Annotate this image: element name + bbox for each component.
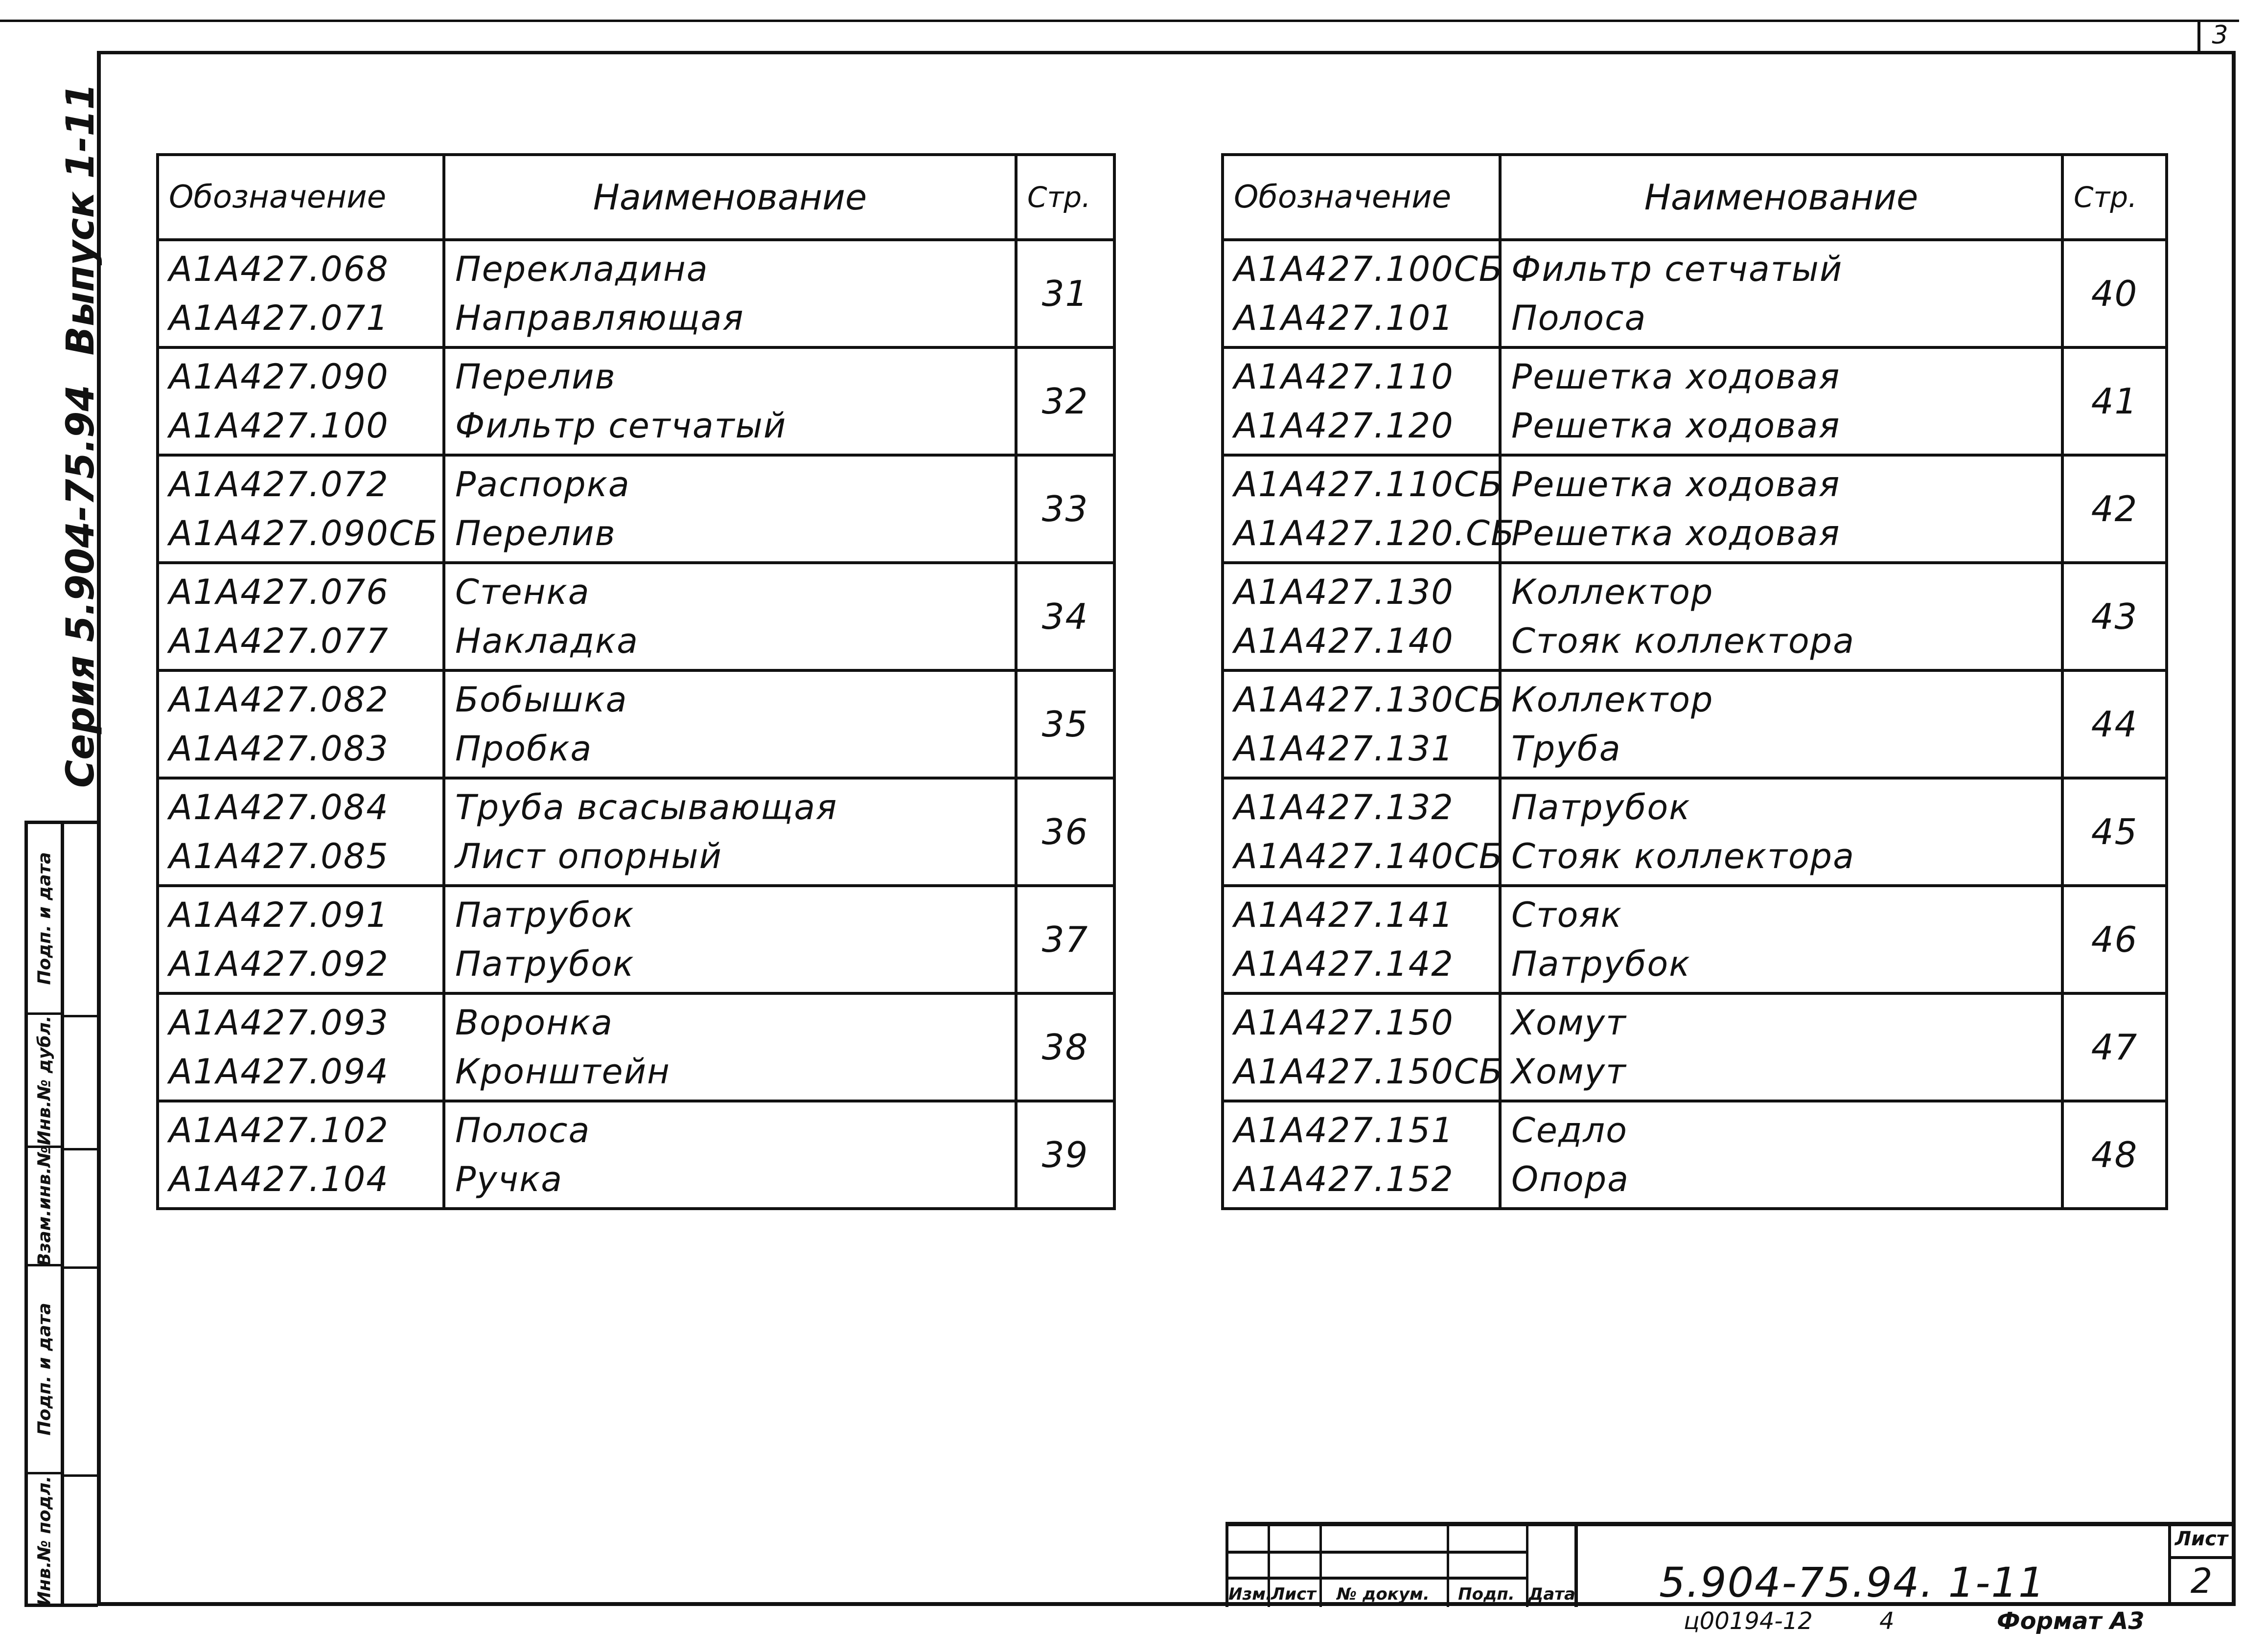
page-number: 47: [2062, 993, 2167, 1101]
designation: А1А427.083: [169, 729, 389, 769]
page-number: 41: [2062, 347, 2167, 455]
page-number: 45: [2062, 778, 2167, 886]
col-label: Дата: [1528, 1584, 1575, 1604]
name-cell: [1500, 778, 2062, 886]
item-name: Стояк коллектора: [1511, 621, 1855, 661]
item-name: Труба: [1511, 729, 1621, 769]
table-row: [1223, 886, 2167, 993]
copy-number: 4: [1879, 1607, 1895, 1635]
designation: А1А427.092: [169, 944, 389, 984]
item-name: Седло: [1511, 1110, 1628, 1150]
page-number: 36: [1016, 778, 1114, 886]
stamp-label: Взам.инв.№: [34, 1146, 54, 1266]
page-number: 39: [1016, 1101, 1114, 1209]
table-row: [158, 455, 1114, 563]
stamp-label: Инв.№ дубл.: [34, 1015, 54, 1146]
sheet-number: 2: [2190, 1561, 2213, 1601]
name-cell: [1500, 993, 2062, 1101]
name-cell: [1500, 240, 2062, 347]
item-name: Стояк: [1511, 895, 1622, 935]
stamp-cell: [28, 1474, 64, 1607]
header-name: Наименование: [444, 155, 1016, 240]
designation: А1А427.071: [169, 298, 389, 338]
page-number: 42: [2062, 455, 2167, 563]
page-number: 43: [2062, 563, 2167, 670]
designation: А1А427.068: [169, 249, 389, 289]
designation: А1А427.104: [169, 1159, 389, 1199]
revision-labels: [1228, 1580, 1574, 1607]
table-row: [158, 563, 1114, 670]
item-name: Коллектор: [1511, 680, 1714, 720]
item-name: Решетка ходовая: [1511, 406, 1841, 446]
code-cell: [1223, 240, 1503, 347]
item-name: Труба всасывающая: [455, 787, 838, 827]
designation: А1А427.130СБ: [1234, 680, 1503, 720]
stamp-cell: [28, 824, 64, 1015]
designation: А1А427.151: [1234, 1110, 1454, 1150]
page-number: 35: [1016, 670, 1114, 778]
table-row: [158, 1101, 1114, 1209]
designation: А1А427.084: [169, 787, 389, 827]
table-row: [1223, 455, 2167, 563]
item-name: Полоса: [455, 1110, 591, 1150]
table-row: [158, 778, 1114, 886]
table-row: [158, 886, 1114, 993]
designation: А1А427.131: [1234, 729, 1454, 769]
name-cell: [444, 1101, 1016, 1209]
format-label: Формат А3: [1997, 1607, 2145, 1635]
designation: А1А427.152: [1234, 1159, 1454, 1199]
code-cell: [158, 455, 444, 563]
page-number: 40: [2062, 240, 2167, 347]
code-cell: [1223, 455, 1515, 563]
designation: А1А427.150: [1234, 1003, 1454, 1043]
stamp-cell: [28, 1015, 64, 1148]
designation: А1А427.094: [169, 1052, 389, 1092]
stamp-value: [64, 824, 98, 1017]
stamp-cell: [28, 1148, 64, 1266]
name-cell: [444, 563, 1016, 670]
table-row: [1223, 670, 2167, 778]
side-title: [54, 83, 108, 788]
designation: А1А427.090: [169, 357, 389, 397]
designation: А1А427.132: [1234, 787, 1454, 827]
inventory-number: ц00194-12: [1684, 1607, 1813, 1635]
designation: А1А427.101: [1234, 298, 1454, 338]
designation: А1А427.085: [169, 836, 389, 876]
table-row: [1223, 347, 2167, 455]
grid-line: [1228, 1551, 1527, 1554]
code-cell: [1223, 1101, 1500, 1209]
stamp-value: [64, 1148, 98, 1269]
item-name: Патрубок: [455, 944, 635, 984]
table-row: [1223, 778, 2167, 886]
name-cell: [1500, 1101, 2062, 1209]
designation: А1А427.120: [1234, 406, 1454, 446]
designation: А1А427.091: [169, 895, 389, 935]
stamp-label: Подп. и дата: [34, 851, 54, 985]
designation: А1А427.077: [169, 621, 389, 661]
item-name: Стенка: [455, 572, 590, 612]
header-page: Стр.: [2062, 155, 2167, 240]
code-cell: [158, 670, 444, 778]
table-row: [1223, 240, 2167, 347]
right-spec-table: [1221, 153, 2168, 1210]
name-cell: [1500, 563, 2062, 670]
col-label: № докум.: [1337, 1584, 1430, 1604]
item-name: Пробка: [455, 729, 593, 769]
stamp-value: [64, 1266, 98, 1477]
designation: А1А427.150СБ: [1234, 1052, 1503, 1092]
page-number: 33: [1016, 455, 1114, 563]
page-number: 37: [1016, 886, 1114, 993]
item-name: Хомут: [1511, 1052, 1627, 1092]
item-name: Решетка ходовая: [1511, 357, 1841, 397]
col-label: Подп.: [1458, 1584, 1515, 1604]
item-name: Коллектор: [1511, 572, 1714, 612]
stamp-label: Подп. и дата: [34, 1303, 54, 1436]
sheet-cell: [2168, 1522, 2232, 1603]
designation: А1А427.100: [169, 406, 389, 446]
designation: А1А427.140: [1234, 621, 1454, 661]
item-name: Патрубок: [1511, 944, 1691, 984]
name-cell: [444, 347, 1016, 455]
table-header: [1223, 155, 2167, 240]
item-name: Фильтр сетчатый: [1511, 249, 1843, 289]
designation: А1А427.141: [1234, 895, 1454, 935]
page-number: 32: [1016, 347, 1114, 455]
designation: А1А427.110: [1234, 357, 1454, 397]
page-number: 48: [2062, 1101, 2167, 1209]
code-cell: [158, 563, 444, 670]
col-label: Лист: [1271, 1584, 1316, 1604]
side-stamp: [24, 821, 98, 1607]
issue-label: Выпуск 1-11: [59, 83, 103, 356]
table-row: [1223, 563, 2167, 670]
sheet-label: Лист: [2171, 1522, 2232, 1559]
designation: А1А427.130: [1234, 572, 1454, 612]
name-cell: [444, 886, 1016, 993]
item-name: Решетка ходовая: [1511, 513, 1841, 553]
designation: А1А427.093: [169, 1003, 389, 1043]
page-number: 46: [2062, 886, 2167, 993]
designation: А1А427.072: [169, 464, 389, 505]
name-cell: [444, 670, 1016, 778]
name-cell: [444, 778, 1016, 886]
stamp-cell: [28, 1266, 64, 1474]
page-number: 31: [1016, 240, 1114, 347]
designation: А1А427.090СБ: [169, 513, 439, 553]
header-code: Обозначение: [158, 155, 444, 240]
item-name: Опора: [1511, 1159, 1630, 1199]
page-number: 44: [2062, 670, 2167, 778]
name-cell: [1500, 670, 2062, 778]
page-number: 34: [1016, 563, 1114, 670]
designation: А1А427.120.СБ: [1234, 513, 1515, 553]
item-name: Перелив: [455, 357, 616, 397]
name-cell: [444, 993, 1016, 1101]
table-row: [158, 670, 1114, 778]
code-cell: [1223, 778, 1503, 886]
item-name: Распорка: [455, 464, 630, 505]
designation: А1А427.082: [169, 680, 389, 720]
item-name: Фильтр сетчатый: [455, 406, 787, 446]
item-name: Перекладина: [455, 249, 709, 289]
header-name: Наименование: [1500, 155, 2062, 240]
item-name: Направляющая: [455, 298, 744, 338]
code-cell: [158, 778, 444, 886]
table-row: [158, 347, 1114, 455]
designation: А1А427.102: [169, 1110, 389, 1150]
table-row: [1223, 1101, 2167, 1209]
code-cell: [1223, 563, 1500, 670]
name-cell: [1500, 886, 2062, 993]
item-name: Перелив: [455, 513, 616, 553]
code-cell: [1223, 993, 1503, 1101]
table-header: [158, 155, 1114, 240]
code-cell: [158, 993, 444, 1101]
item-name: Полоса: [1511, 298, 1647, 338]
item-name: Патрубок: [455, 895, 635, 935]
name-cell: [444, 455, 1016, 563]
item-name: Кронштейн: [455, 1052, 671, 1092]
designation: А1А427.140СБ: [1234, 836, 1503, 876]
col-label: Изм.: [1228, 1584, 1272, 1604]
item-name: Хомут: [1511, 1003, 1627, 1043]
name-cell: [1500, 455, 2062, 563]
item-name: Воронка: [455, 1003, 614, 1043]
stamp-value: [64, 1015, 98, 1150]
name-cell: [444, 240, 1016, 347]
revision-grid: [1225, 1526, 1578, 1607]
code-cell: [1223, 670, 1503, 778]
item-name: Решетка ходовая: [1511, 464, 1841, 505]
document-code: 5.904-75.94. 1-11: [1659, 1559, 2046, 1606]
table-row: [158, 993, 1114, 1101]
item-name: Патрубок: [1511, 787, 1691, 827]
table-row: [1223, 993, 2167, 1101]
code-cell: [158, 886, 444, 993]
header-page: Стр.: [1016, 155, 1114, 240]
designation: А1А427.076: [169, 572, 389, 612]
name-cell: [1500, 347, 2062, 455]
header-code: Обозначение: [1223, 155, 1500, 240]
corner-sheet-number: 3: [2197, 20, 2240, 52]
designation: А1А427.142: [1234, 944, 1454, 984]
stamp-label: Инв.№ подл.: [34, 1475, 54, 1606]
code-cell: [158, 347, 444, 455]
item-name: Накладка: [455, 621, 639, 661]
code-cell: [158, 240, 444, 347]
page-number: 38: [1016, 993, 1114, 1101]
code-cell: [1223, 886, 1500, 993]
code-cell: [158, 1101, 444, 1209]
left-spec-table: [156, 153, 1116, 1210]
designation: А1А427.100СБ: [1234, 249, 1503, 289]
item-name: Бобышка: [455, 680, 628, 720]
designation: А1А427.110СБ: [1234, 464, 1503, 505]
item-name: Ручка: [455, 1159, 563, 1199]
item-name: Стояк коллектора: [1511, 836, 1855, 876]
top-border-line: [0, 20, 2239, 22]
series-label: Серия 5.904-75.94: [59, 385, 103, 788]
item-name: Лист опорный: [455, 836, 723, 876]
table-row: [158, 240, 1114, 347]
code-cell: [1223, 347, 1500, 455]
